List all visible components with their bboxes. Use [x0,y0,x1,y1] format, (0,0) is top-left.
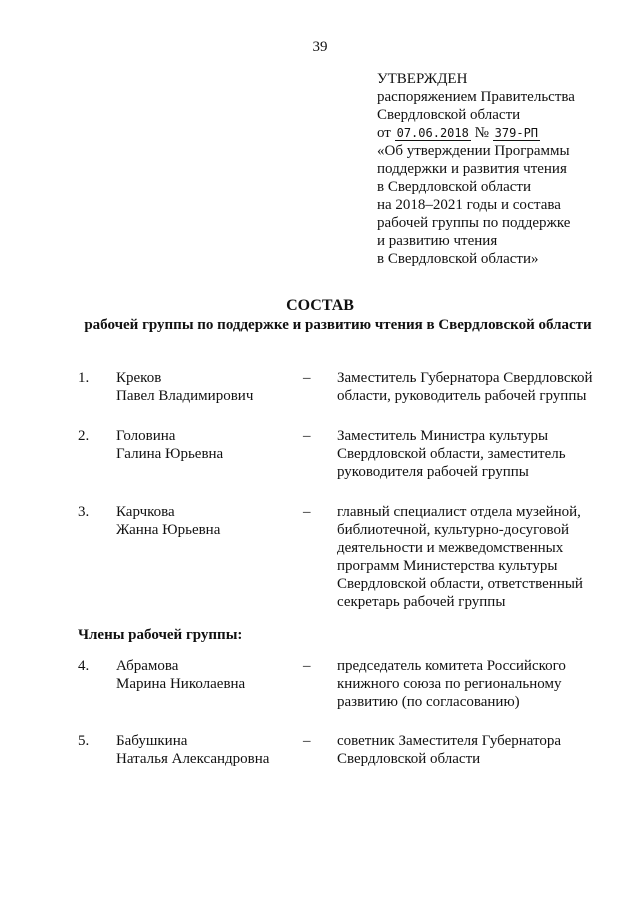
from-prefix: от [377,125,391,141]
row-number: 4. [78,658,90,674]
role-line: программ Министерства культуры [337,558,558,574]
role-line: библиотечной, культурно-досуговой [337,522,569,538]
member-surname: Карчкова [116,504,175,520]
role-line: области, руководитель рабочей группы [337,388,587,404]
role-line: Заместитель Губернатора Свердловской [337,370,593,386]
role-line: развитию (по согласованию) [337,694,520,710]
approval-line-1: распоряжением Правительства [377,89,575,105]
dash: – [303,370,311,386]
row-number: 1. [78,370,90,386]
approval-number: 379-РП [494,126,539,140]
approval-line-10: в Свердловской области» [377,251,539,267]
member-surname: Головина [116,428,176,444]
page-number: 39 [312,39,328,55]
member-role [337,427,607,481]
role-line: деятельности и межведомственных [337,540,564,556]
members-heading: Члены рабочей группы: [78,627,243,643]
member-surname: Абрамова [116,658,179,674]
approval-heading: УТВЕРЖДЕН [377,71,468,87]
role-line: председатель комитета Российского [337,658,566,674]
role-line: советник Заместителя Губернатора [337,733,562,749]
member-name [116,503,296,539]
member-given-names: Наталья Александровна [116,751,270,767]
dash: – [303,658,311,674]
member-given-names: Марина Николаевна [116,676,246,692]
member-given-names: Галина Юрьевна [116,446,224,462]
member-role [337,503,607,611]
role-line: Заместитель Министра культуры [337,428,549,444]
member-role [337,369,607,405]
approval-line-6: в Свердловской области [377,179,532,195]
role-line: руководителя рабочей группы [337,464,529,480]
approval-line-7: на 2018–2021 годы и состава [377,197,561,213]
approval-line-9: и развитию чтения [377,233,498,249]
document-title: СОСТАВ [286,297,354,314]
row-number: 2. [78,428,90,444]
row-number: 3. [78,504,90,520]
number-prefix: № [474,125,489,141]
row-number: 5. [78,733,90,749]
member-name [116,369,296,405]
approval-date-line [377,124,627,142]
member-given-names: Жанна Юрьевна [116,522,221,538]
dash: – [303,504,311,520]
role-line: книжного союза по региональному [337,676,562,692]
member-surname: Креков [116,370,162,386]
member-role [337,657,607,711]
dash: – [303,733,311,749]
member-given-names: Павел Владимирович [116,388,254,404]
dash: – [303,428,311,444]
member-surname: Бабушкина [116,733,188,749]
role-line: Свердловской области, ответственный [337,576,583,592]
member-name [116,732,296,768]
role-line: Свердловской области [337,751,481,767]
approval-line-2: Свердловской области [377,107,521,123]
member-name [116,657,296,693]
approval-line-4: «Об утверждении Программы [377,143,570,159]
approval-line-5: поддержки и развития чтения [377,161,567,177]
role-line: Свердловской области, заместитель [337,446,566,462]
member-name [116,427,296,463]
member-role [337,732,607,768]
approval-date: 07.06.2018 [396,126,469,140]
approval-block [377,70,627,268]
approval-line-8: рабочей группы по поддержке [377,215,571,231]
document-subtitle: рабочей группы по поддержке и развитию чтения в Свердловской области [84,317,592,333]
role-line: главный специалист отдела музейной, [337,504,581,520]
role-line: секретарь рабочей группы [337,594,506,610]
